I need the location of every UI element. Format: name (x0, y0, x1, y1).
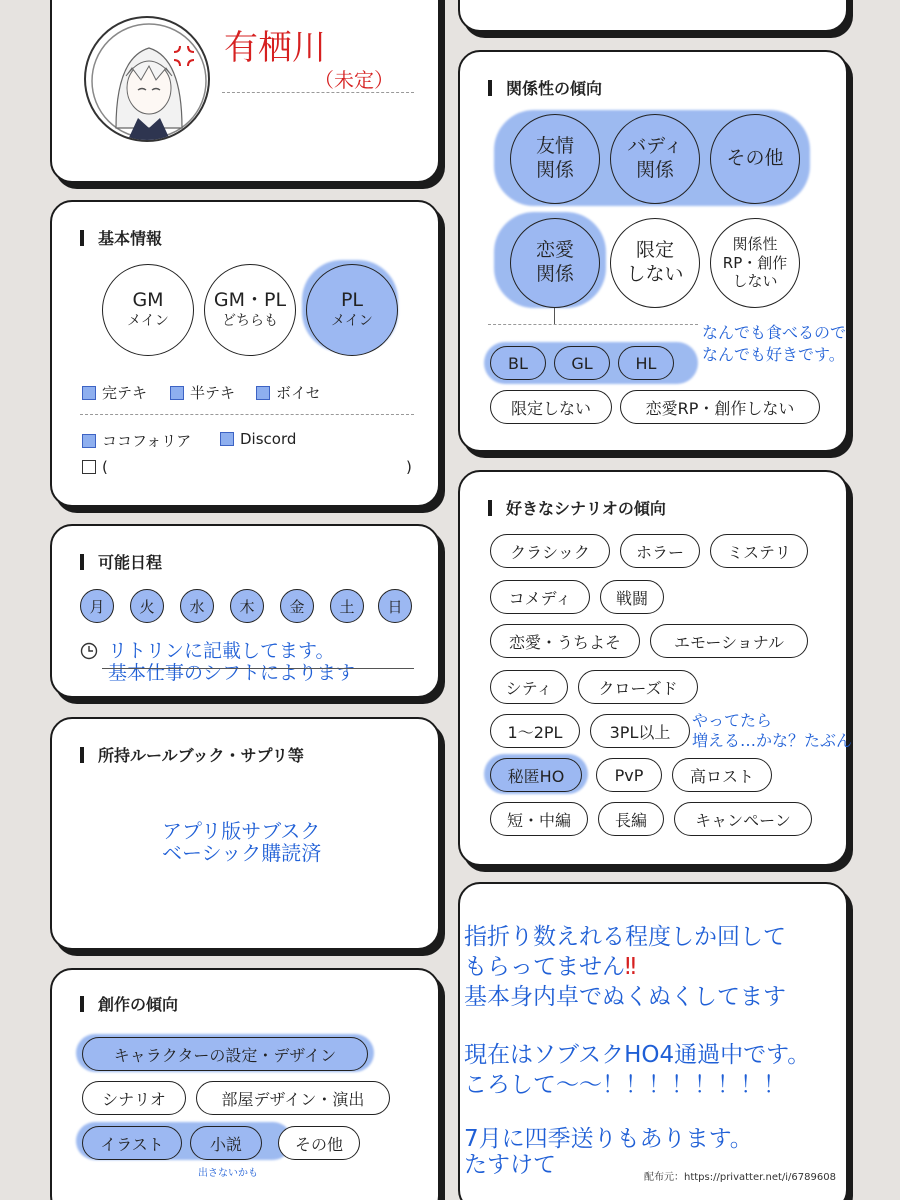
tag-city: シティ (490, 670, 568, 704)
exclamation-mark: ‼ (625, 954, 637, 980)
checkbox-checked (220, 432, 234, 446)
divider (488, 324, 698, 325)
tag-1-2pl: 1〜2PL (490, 714, 580, 748)
check-cocofolia: ココフォリア (82, 430, 191, 451)
day-thu: 木 (230, 589, 264, 623)
tag-bl: BL (490, 346, 546, 380)
check-half-text: 半テキ (170, 382, 235, 403)
tag-novel: 小説 (190, 1126, 262, 1160)
tag-high-lost: 高ロスト (672, 758, 772, 792)
section-title: 可能日程 (80, 550, 162, 573)
divider (80, 414, 414, 415)
scenario-note-1: やってたら (692, 711, 773, 730)
other-close-paren: ) (406, 458, 412, 476)
schedule-note-1: リトリンに記載してます。 (108, 640, 335, 662)
avatar (84, 16, 210, 142)
top-right-card (458, 0, 848, 32)
relation-romance: 恋愛 関係 (510, 218, 600, 308)
relation-buddy: バディ 関係 (610, 114, 700, 204)
role-gm-pl-both: GM・PL どちらも (204, 264, 296, 356)
anger-mark-icon (170, 42, 198, 70)
basic-info-card (50, 200, 440, 507)
credit-text: 配布元：https://privatter.net/i/6789608 (644, 1172, 836, 1183)
tag-3pl-plus: 3PL以上 (590, 714, 690, 748)
relations-card (458, 50, 848, 452)
novel-note: 出さないかも (198, 1168, 258, 1179)
role-pl-main: PL メイン (306, 264, 398, 356)
relations-note-1: なんでも食べるので (702, 323, 847, 342)
character-name-note: （未定） (314, 68, 394, 92)
tag-classic: クラシック (490, 534, 610, 568)
scenario-note-2: 増える…かな？たぶん (692, 731, 853, 750)
free-line-2: もらってません‼ (464, 954, 637, 980)
schedule-note-2: 基本仕事のシフトによります (108, 662, 356, 684)
check-full-text: 完テキ (82, 382, 147, 403)
free-line-1: 指折り数えれる程度しか回して (464, 924, 786, 950)
checkbox-checked (82, 386, 96, 400)
day-fri: 金 (280, 589, 314, 623)
section-title: 創作の傾向 (80, 992, 178, 1015)
free-text-card (458, 882, 848, 1200)
section-title: 好きなシナリオの傾向 (488, 496, 666, 519)
tag-emotional: エモーショナル (650, 624, 808, 658)
check-discord: Discord (220, 430, 296, 448)
tag-other: その他 (278, 1126, 360, 1160)
tag-character-design: キャラクターの設定・デザイン (82, 1037, 368, 1071)
relation-no-rp: 関係性 RP・創作 しない (710, 218, 800, 308)
day-sat: 土 (330, 589, 364, 623)
tag-no-romance-rp: 恋愛RP・創作しない (620, 390, 820, 424)
tag-gl: GL (554, 346, 610, 380)
day-wed: 水 (180, 589, 214, 623)
relation-friendship: 友情 関係 (510, 114, 600, 204)
checkbox-checked (170, 386, 184, 400)
character-name: 有栖川 (224, 28, 326, 68)
schedule-underline (102, 668, 414, 669)
tag-closed: クローズド (578, 670, 698, 704)
free-line-5: ころして〜〜！！！！！！！！ (464, 1072, 786, 1098)
day-tue: 火 (130, 589, 164, 623)
tag-room-design: 部屋デザイン・演出 (196, 1081, 390, 1115)
tag-illust: イラスト (82, 1126, 182, 1160)
day-sun: 日 (378, 589, 412, 623)
relation-no-limit: 限定 しない (610, 218, 700, 308)
free-line-3: 基本身内卓でぬくぬくしてます (464, 984, 786, 1010)
tag-battle: 戦闘 (600, 580, 664, 614)
tag-secret-ho: 秘匿HO (490, 758, 582, 792)
tag-hl: HL (618, 346, 674, 380)
tag-horror: ホラー (620, 534, 700, 568)
section-title: 関係性の傾向 (488, 76, 602, 99)
tag-no-limit: 限定しない (490, 390, 612, 424)
name-underline (222, 92, 414, 93)
schedule-card (50, 524, 440, 698)
free-line-4: 現在はソブスクHO4通過中です。 (464, 1042, 811, 1068)
tag-comedy: コメディ (490, 580, 590, 614)
checkbox-empty (82, 460, 96, 474)
tag-mystery: ミステリ (710, 534, 808, 568)
relations-note-2: なんでも好きです。 (702, 345, 845, 364)
clock-icon (80, 642, 98, 660)
rulebook-card (50, 717, 440, 950)
free-line-6: 7月に四季送りもあります。 (464, 1126, 753, 1152)
check-other: ( (82, 458, 108, 476)
section-title: 所持ルールブック・サプリ等 (80, 743, 304, 766)
tag-long: 長編 (598, 802, 664, 836)
tag-campaign: キャンペーン (674, 802, 812, 836)
role-gm-main: GM メイン (102, 264, 194, 356)
relation-other: その他 (710, 114, 800, 204)
day-mon: 月 (80, 589, 114, 623)
check-voice: ボイセ (256, 382, 321, 403)
tag-scenario: シナリオ (82, 1081, 186, 1115)
connector-line (554, 308, 555, 324)
tag-romance: 恋愛・うちよそ (490, 624, 640, 658)
checkbox-checked (256, 386, 270, 400)
tag-pvp: PvP (596, 758, 662, 792)
scenario-card (458, 470, 853, 866)
section-title: 基本情報 (80, 226, 162, 249)
free-line-7: たすけて (464, 1152, 556, 1178)
rulebook-note-2: ベーシック購読済 (162, 841, 322, 865)
tag-short-medium: 短・中編 (490, 802, 588, 836)
checkbox-checked (82, 434, 96, 448)
creation-card (50, 968, 440, 1200)
profile-card (50, 0, 440, 183)
rulebook-note-1: アプリ版サブスク (162, 819, 321, 843)
